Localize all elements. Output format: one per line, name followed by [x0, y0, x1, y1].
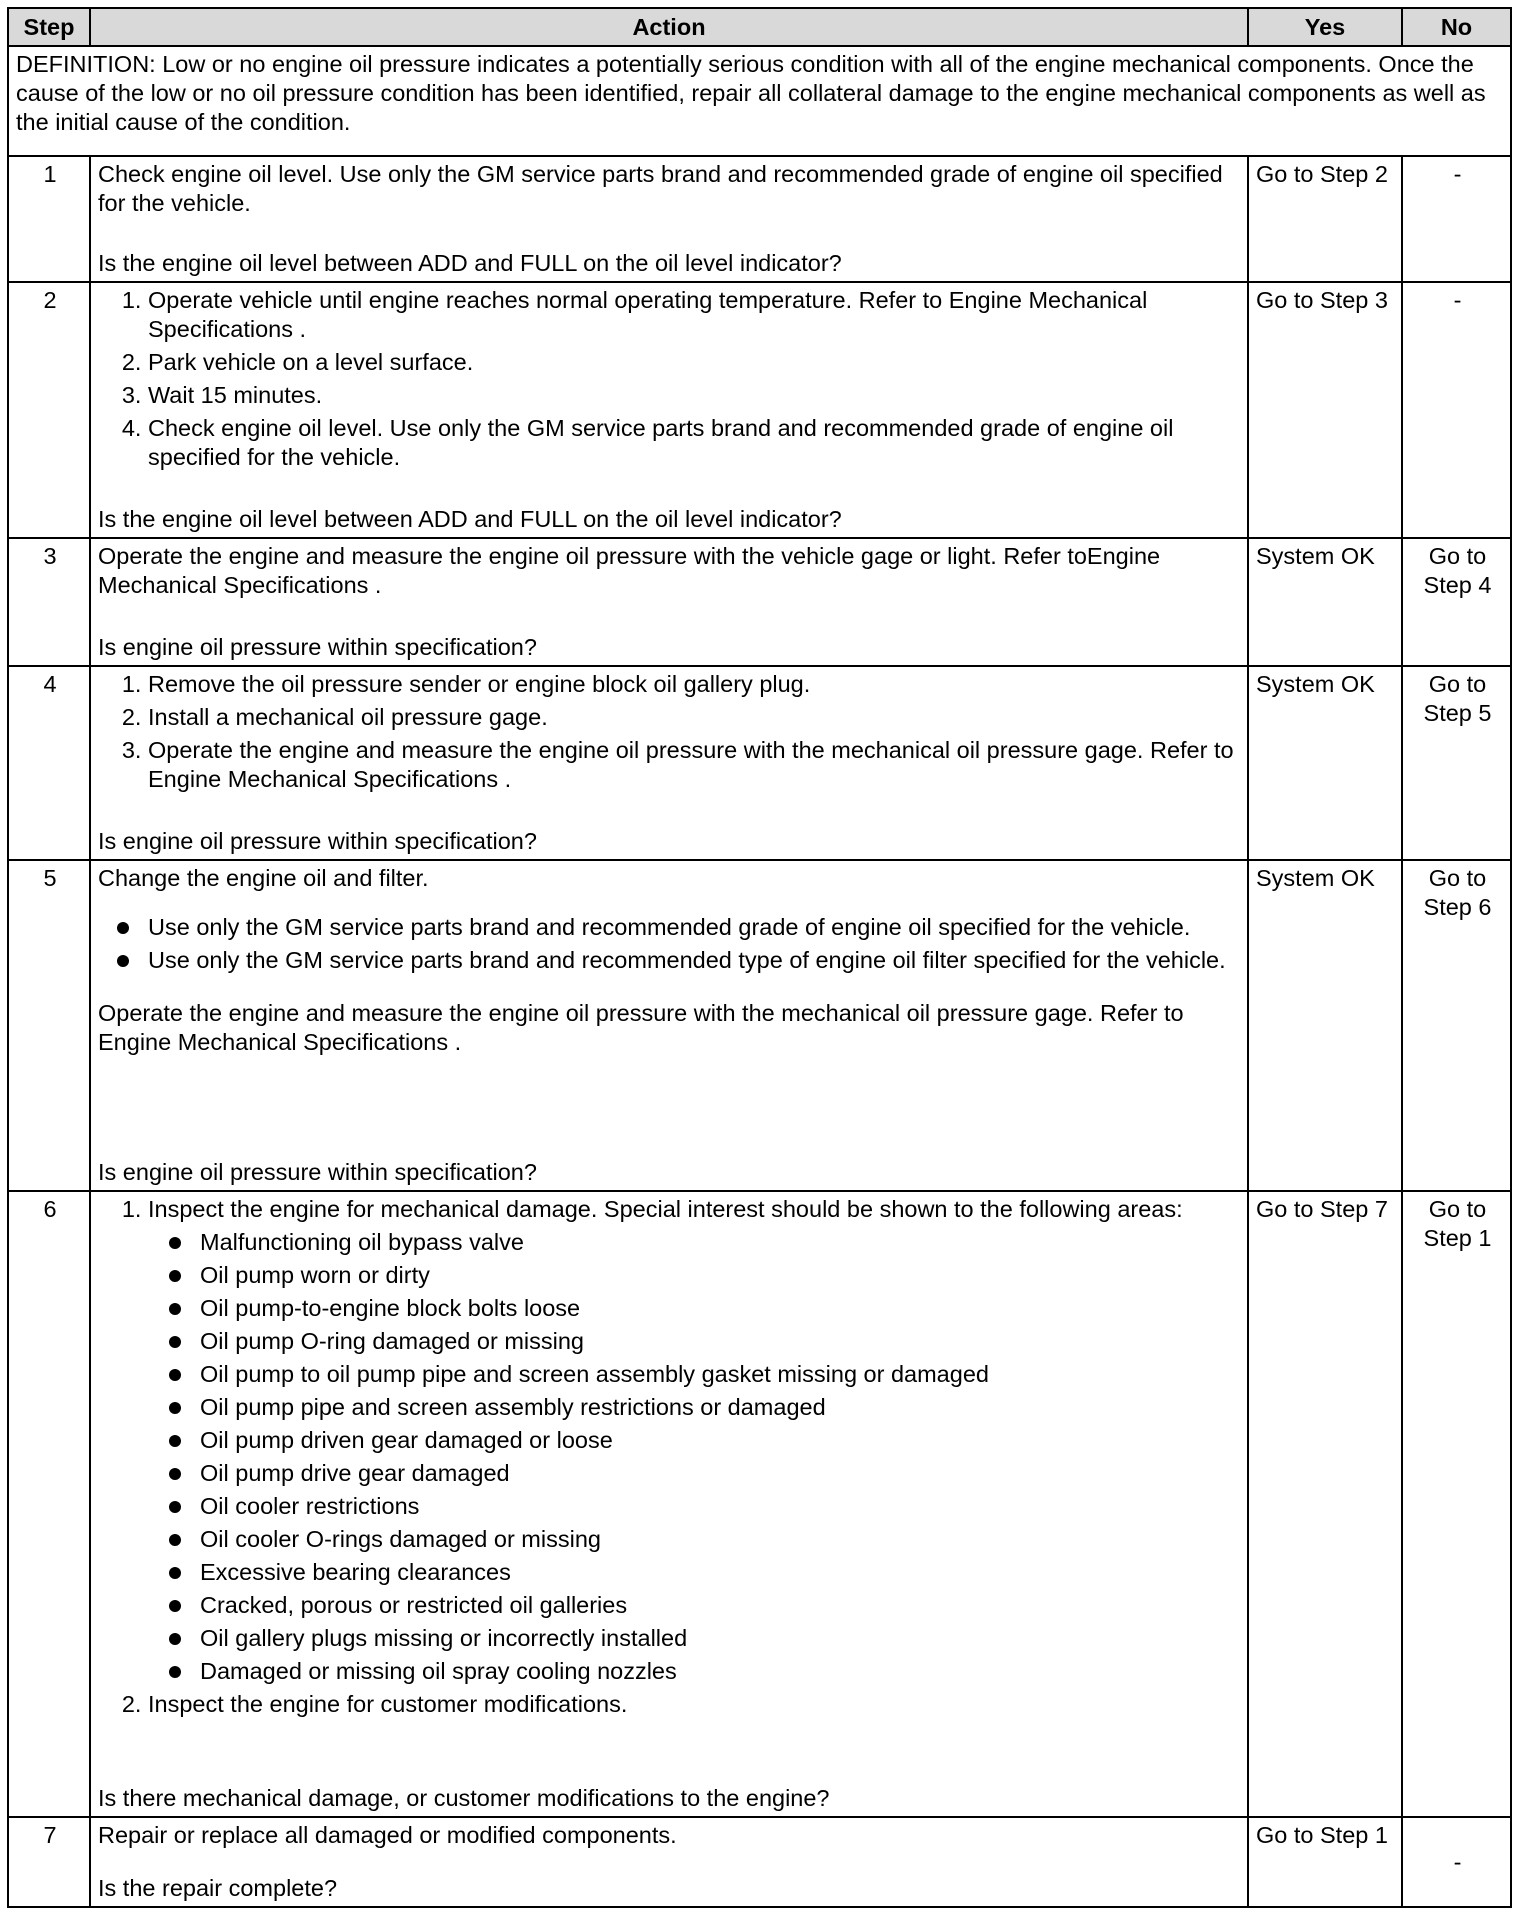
- action-text: Repair or replace all damaged or modified components.: [98, 1822, 677, 1848]
- list-item: 4. Check engine oil level. Use only the GM service parts brand and recommended grade of engine oil specified for the vehicle.: [148, 414, 1242, 472]
- action-cell: [90, 666, 1248, 860]
- action-question: Is the engine oil level between ADD and FULL on the oil level indicator?: [98, 250, 842, 276]
- header-yes: Yes: [1248, 8, 1402, 46]
- action-text: Operate the engine and measure the engine oil pressure with the vehicle gage or light. Refer toEngine Mechanical Specifications .: [98, 543, 1161, 598]
- step-number: 5: [8, 860, 90, 1191]
- action-cell: [90, 1817, 1248, 1907]
- yes-result: Go to Step 7: [1248, 1191, 1402, 1817]
- yes-result: System OK: [1248, 538, 1402, 666]
- action-cell: [90, 282, 1248, 538]
- list-item: Oil pump pipe and screen assembly restrictions or damaged: [200, 1393, 1242, 1422]
- no-result: -: [1402, 1817, 1511, 1907]
- action-cell: [90, 156, 1248, 282]
- list-item: 2. Park vehicle on a level surface.: [148, 348, 1242, 377]
- yes-result: Go to Step 1: [1248, 1817, 1402, 1907]
- yes-result: Go to Step 3: [1248, 282, 1402, 538]
- list-item: 3. Wait 15 minutes.: [148, 381, 1242, 410]
- header-no: No: [1402, 8, 1511, 46]
- list-item: Damaged or missing oil spray cooling nozzles: [200, 1657, 1242, 1686]
- list-item: Oil pump-to-engine block bolts loose: [200, 1294, 1242, 1323]
- list-item: Oil pump to oil pump pipe and screen assembly gasket missing or damaged: [200, 1360, 1242, 1389]
- list-item: [148, 1195, 1242, 1686]
- action-bullets: [98, 913, 1242, 979]
- table-row: [8, 860, 1511, 1191]
- list-item: 1. Remove the oil pressure sender or engine block oil gallery plug.: [148, 670, 1242, 699]
- list-item: 3. Operate the engine and measure the engine oil pressure with the mechanical oil pressure gage. Refer to Engine Mechanical Specifications .: [148, 736, 1242, 794]
- action-text: Check engine oil level. Use only the GM service parts brand and recommended grade of engine oil specified for the vehicle.: [98, 161, 1223, 216]
- no-result: Go to Step 1: [1402, 1191, 1511, 1817]
- list-item: 2. Install a mechanical oil pressure gage.: [148, 703, 1242, 732]
- no-result: Go to Step 5: [1402, 666, 1511, 860]
- header-action: Action: [90, 8, 1248, 46]
- list-item: Oil pump drive gear damaged: [200, 1459, 1242, 1488]
- action-steps: [98, 1195, 1242, 1723]
- list-item: Cracked, porous or restricted oil galleries: [200, 1591, 1242, 1620]
- step-number: 2: [8, 282, 90, 538]
- list-item: Oil pump driven gear damaged or loose: [200, 1426, 1242, 1455]
- list-item: Oil pump worn or dirty: [200, 1261, 1242, 1290]
- list-item: Oil gallery plugs missing or incorrectly installed: [200, 1624, 1242, 1653]
- header-row: [8, 8, 1511, 46]
- action-question: Is there mechanical damage, or customer modifications to the engine?: [98, 1785, 830, 1811]
- table-row: [8, 666, 1511, 860]
- table-row: [8, 156, 1511, 282]
- yes-result: Go to Step 2: [1248, 156, 1402, 282]
- list-item: Excessive bearing clearances: [200, 1558, 1242, 1587]
- step-number: 4: [8, 666, 90, 860]
- no-result: -: [1402, 282, 1511, 538]
- list-item-text: Inspect the engine for mechanical damage. Special interest should be shown to the following areas:: [148, 1196, 1183, 1222]
- action-cell: [90, 538, 1248, 666]
- no-result: Go to Step 6: [1402, 860, 1511, 1191]
- list-item: 2. Inspect the engine for customer modifications.: [148, 1690, 1242, 1719]
- action-cell: [90, 860, 1248, 1191]
- table-row: [8, 282, 1511, 538]
- list-item: Oil cooler O-rings damaged or missing: [200, 1525, 1242, 1554]
- step-number: 7: [8, 1817, 90, 1907]
- diagnostic-table: [7, 7, 1512, 1908]
- step-number: 6: [8, 1191, 90, 1817]
- no-result: Go to Step 4: [1402, 538, 1511, 666]
- definition-row: [8, 46, 1511, 156]
- action-text: Change the engine oil and filter.: [98, 865, 429, 891]
- header-step: Step: [8, 8, 90, 46]
- table-row: [8, 538, 1511, 666]
- yes-result: System OK: [1248, 666, 1402, 860]
- definition-text: DEFINITION: Low or no engine oil pressure indicates a potentially serious condition with all of the engine mechanical components. Once the cause of the low or no oil pressure condition has been identified, repair all collateral damage to the engine mechanical components as well as the initial cause of the condition.: [8, 46, 1511, 156]
- yes-result: System OK: [1248, 860, 1402, 1191]
- step-number: 1: [8, 156, 90, 282]
- step-number: 3: [8, 538, 90, 666]
- list-item: Oil pump O-ring damaged or missing: [200, 1327, 1242, 1356]
- list-item: Malfunctioning oil bypass valve: [200, 1228, 1242, 1257]
- list-item: Use only the GM service parts brand and recommended grade of engine oil specified for the vehicle.: [148, 913, 1242, 942]
- action-steps: [98, 286, 1242, 476]
- no-result: -: [1402, 156, 1511, 282]
- action-question: Is engine oil pressure within specification?: [98, 1159, 537, 1185]
- action-text: Operate the engine and measure the engine oil pressure with the mechanical oil pressure gage. Refer to Engine Mechanical Specifications .: [98, 1000, 1184, 1055]
- action-steps: [98, 670, 1242, 798]
- action-question: Is engine oil pressure within specification?: [98, 634, 537, 660]
- action-question: Is the engine oil level between ADD and FULL on the oil level indicator?: [98, 506, 842, 532]
- list-item: 1. Operate vehicle until engine reaches normal operating temperature. Refer to Engine Mechanical Specifications .: [148, 286, 1242, 344]
- table-row: [8, 1191, 1511, 1817]
- list-item: Use only the GM service parts brand and recommended type of engine oil filter specified for the vehicle.: [148, 946, 1242, 975]
- table-row: [8, 1817, 1511, 1907]
- action-cell: [90, 1191, 1248, 1817]
- action-question: Is engine oil pressure within specification?: [98, 828, 537, 854]
- sub-bullets: [148, 1228, 1242, 1686]
- action-question: Is the repair complete?: [98, 1875, 338, 1901]
- list-item: Oil cooler restrictions: [200, 1492, 1242, 1521]
